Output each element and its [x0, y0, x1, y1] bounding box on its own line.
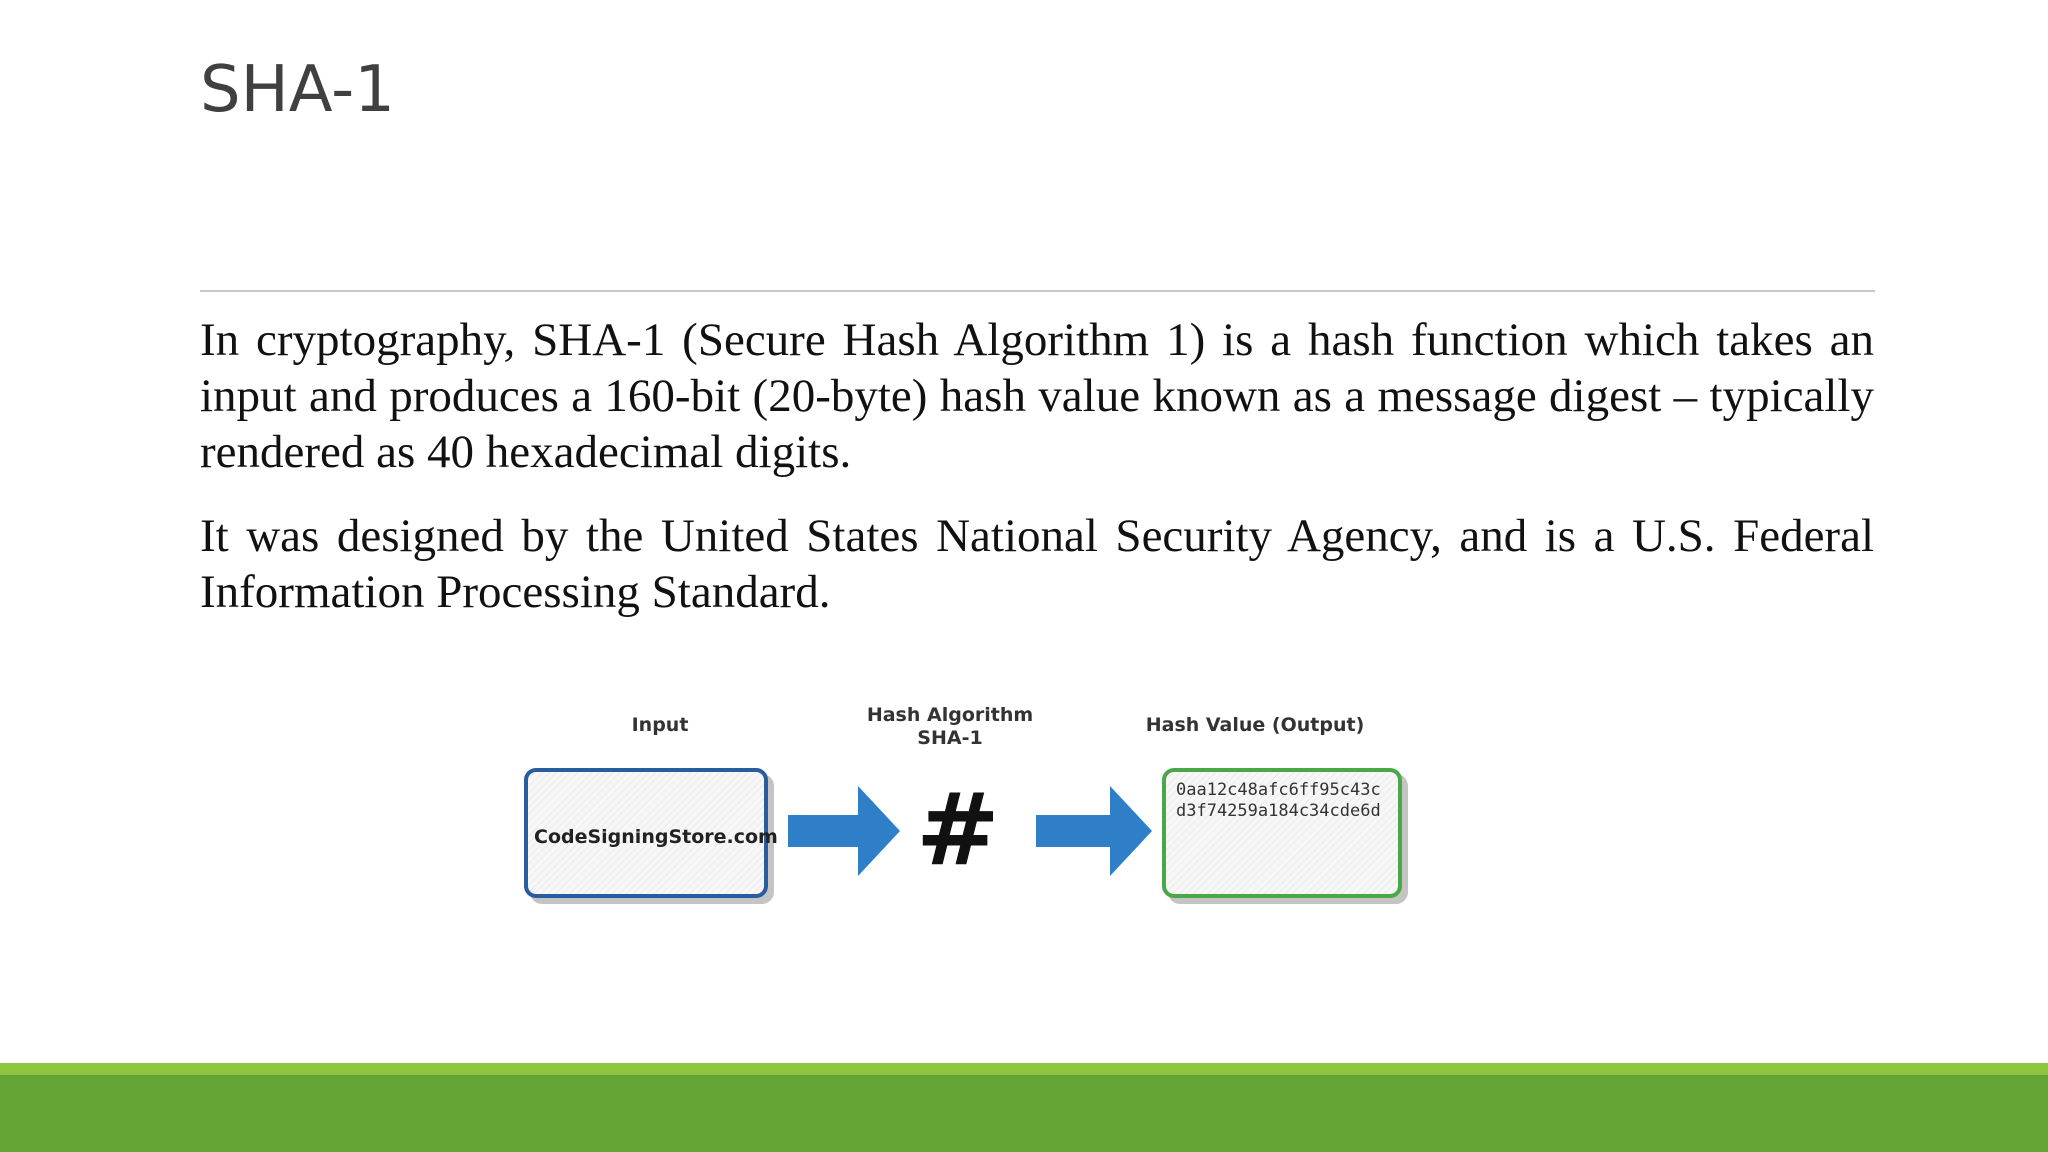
input-label: Input [631, 714, 689, 736]
input-value: CodeSigningStore.com [534, 826, 778, 848]
output-box [1162, 768, 1402, 898]
body-paragraph-origin: It was designed by the United States National Security Agency, and is a U.S. Federal Information Processing Standard. [200, 510, 1874, 618]
hash-symbol-icon: # [916, 771, 1000, 888]
footer-accent-stripe [0, 1063, 2048, 1075]
algorithm-label-line2: SHA-1 [917, 727, 983, 749]
arrow-right-icon [788, 786, 904, 876]
arrow-right-icon [1036, 786, 1152, 876]
slide-body [200, 312, 1874, 648]
footer-bar [0, 1075, 2048, 1152]
body-paragraph-definition: In cryptography, SHA-1 (Secure Hash Algorithm 1) is a hash function which takes an input and produces a 160-bit (20-byte) hash value known as a message digest – typically rendered as 40 hexadecimal digits. [200, 314, 1874, 478]
title-divider [200, 290, 1875, 292]
hash-output-value: 0aa12c48afc6ff95c43cd3f74259a184c34cde6d [1176, 780, 1381, 821]
slide-title: SHA-1 [200, 53, 395, 127]
algorithm-label-line1: Hash Algorithm [866, 704, 1034, 726]
input-box [524, 768, 778, 898]
output-label: Hash Value (Output) [1145, 714, 1365, 736]
sha1-diagram [520, 700, 1420, 920]
